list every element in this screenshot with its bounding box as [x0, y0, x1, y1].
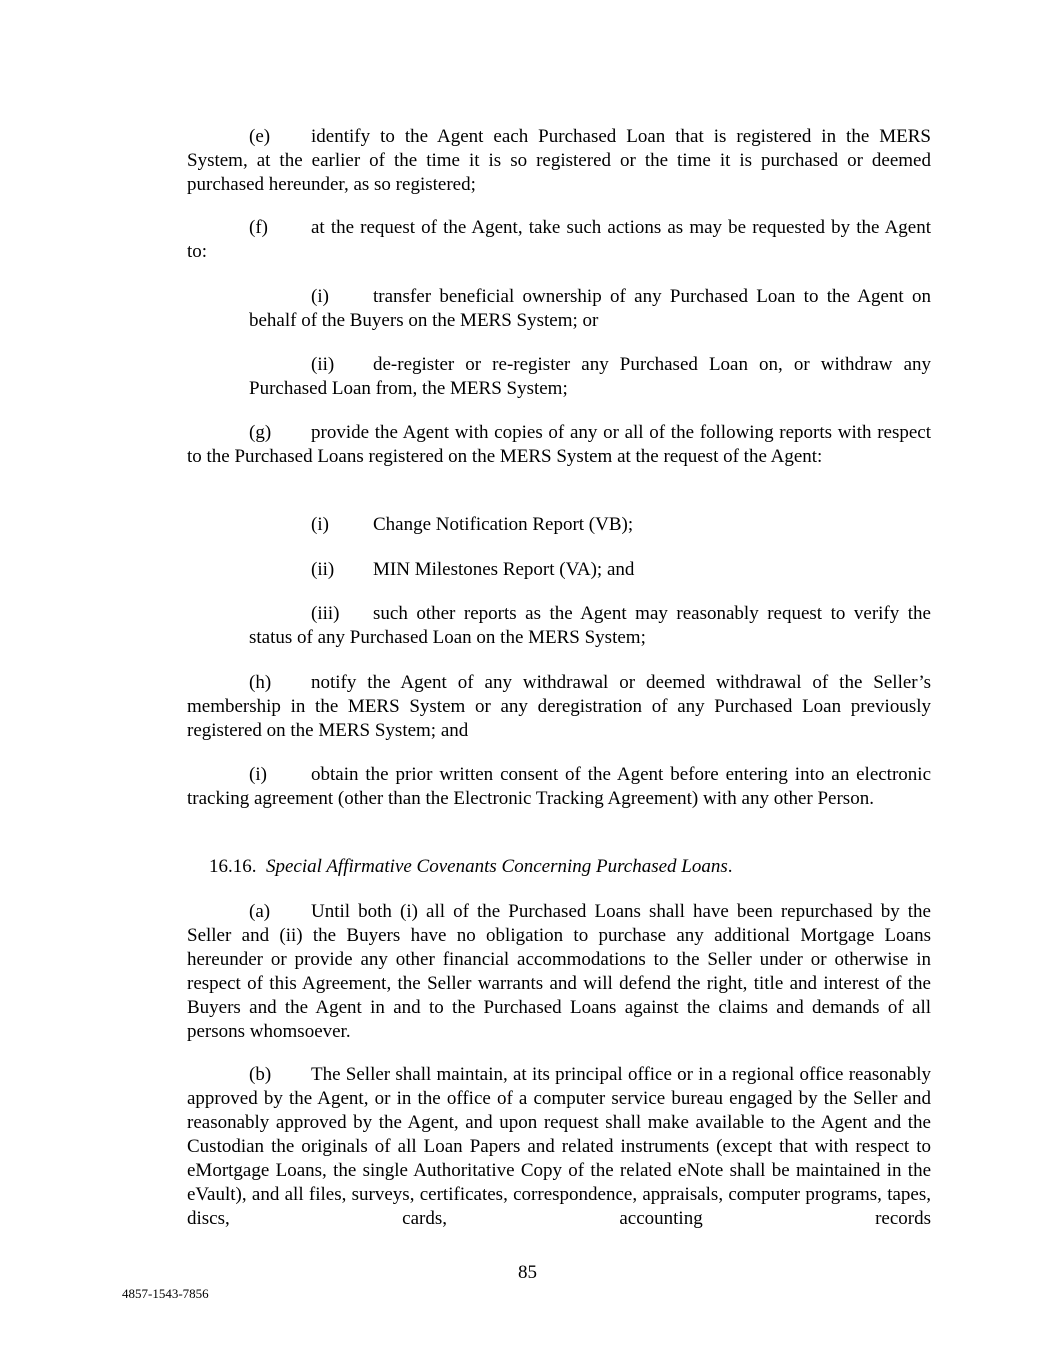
text: transfer beneficial ownership of any Purchased Loan to the Agent on behalf of the Buyers on the MERS System; or — [249, 286, 931, 331]
text: at the request of the Agent, take such actions as may be requested by the Agent to: — [187, 217, 931, 262]
paragraph-a — [187, 900, 931, 1044]
label: (i) — [311, 514, 329, 535]
text: MIN Milestones Report (VA); and — [373, 559, 635, 580]
paragraph-f — [187, 216, 931, 264]
paragraph-f-ii — [249, 353, 931, 401]
section-period: . — [727, 856, 733, 877]
paragraph-e — [187, 125, 931, 197]
text: de-register or re-register any Purchased Loan on, or withdraw any Purchased Loan from, the MERS System; — [249, 354, 931, 399]
label: (iii) — [311, 603, 340, 624]
section-number: 16.16. — [209, 856, 257, 877]
paragraph-g-iii — [249, 602, 931, 650]
paragraph-b — [187, 1063, 931, 1231]
text: The Seller shall maintain, at its principal office or in a regional office reasonably approved by the Agent, or in the office of a computer service bureau engaged by the Seller and reasonably approved by the Agent, and upon request shall make available to the Agent and the Custodian the originals of all Loan Papers and related instruments (except that with respect to eMortgage Loans, the single Authoritative Copy of the related eNote shall be maintained in the eVault), and all files, surveys, certificates, correspondence, appraisals, computer programs, tapes, discs, cards, accounting records — [187, 1064, 931, 1229]
text: notify the Agent of any withdrawal or deemed withdrawal of the Seller’s membership in the MERS System or any deregistration of any Purchased Loan previously registered on the MERS System; and — [187, 672, 931, 741]
document-id: 4857-1543-7856 — [122, 1286, 209, 1301]
label: (i) — [249, 764, 267, 785]
paragraph-g-i — [249, 513, 931, 537]
paragraph-h — [187, 671, 931, 743]
label: (a) — [249, 901, 271, 922]
text: obtain the prior written consent of the Agent before entering into an electronic tracking agreement (other than the Electronic Tracking Agreement) with any other Person. — [187, 764, 931, 809]
section-heading — [209, 855, 733, 879]
section-title: Special Affirmative Covenants Concerning Purchased Loans — [266, 856, 728, 877]
page-number: 85 — [518, 1262, 537, 1283]
text: Change Notification Report (VB); — [373, 514, 634, 535]
label: (b) — [249, 1064, 272, 1085]
label: (i) — [311, 286, 329, 307]
paragraph-g-ii — [249, 558, 931, 582]
label: (ii) — [311, 559, 335, 580]
text: such other reports as the Agent may reasonably request to verify the status of any Purchased Loan on the MERS System; — [249, 603, 931, 648]
text: identify to the Agent each Purchased Loan that is registered in the MERS System, at the earlier of the time it is so registered or the time it is purchased or deemed purchased hereunder, as so registered; — [187, 126, 931, 195]
text: provide the Agent with copies of any or all of the following reports with respect to the Purchased Loans registered on the MERS System at the request of the Agent: — [187, 422, 931, 467]
paragraph-g — [187, 421, 931, 469]
label: (ii) — [311, 354, 335, 375]
paragraph-f-i — [249, 285, 931, 333]
label: (g) — [249, 422, 272, 443]
paragraph-i — [187, 763, 931, 811]
label: (f) — [249, 217, 268, 238]
text: Until both (i) all of the Purchased Loans shall have been repurchased by the Seller and (ii) the Buyers have no obligation to purchase any additional Mortgage Loans hereunder or provide any other financial accommodations to the Seller under or otherwise in respect of this Agreement, the Seller warrants and will defend the right, title and interest of the Buyers and the Agent in and to the Purchased Loans against the claims and demands of all persons whomsoever. — [187, 901, 931, 1042]
label: (e) — [249, 126, 271, 147]
label: (h) — [249, 672, 272, 693]
